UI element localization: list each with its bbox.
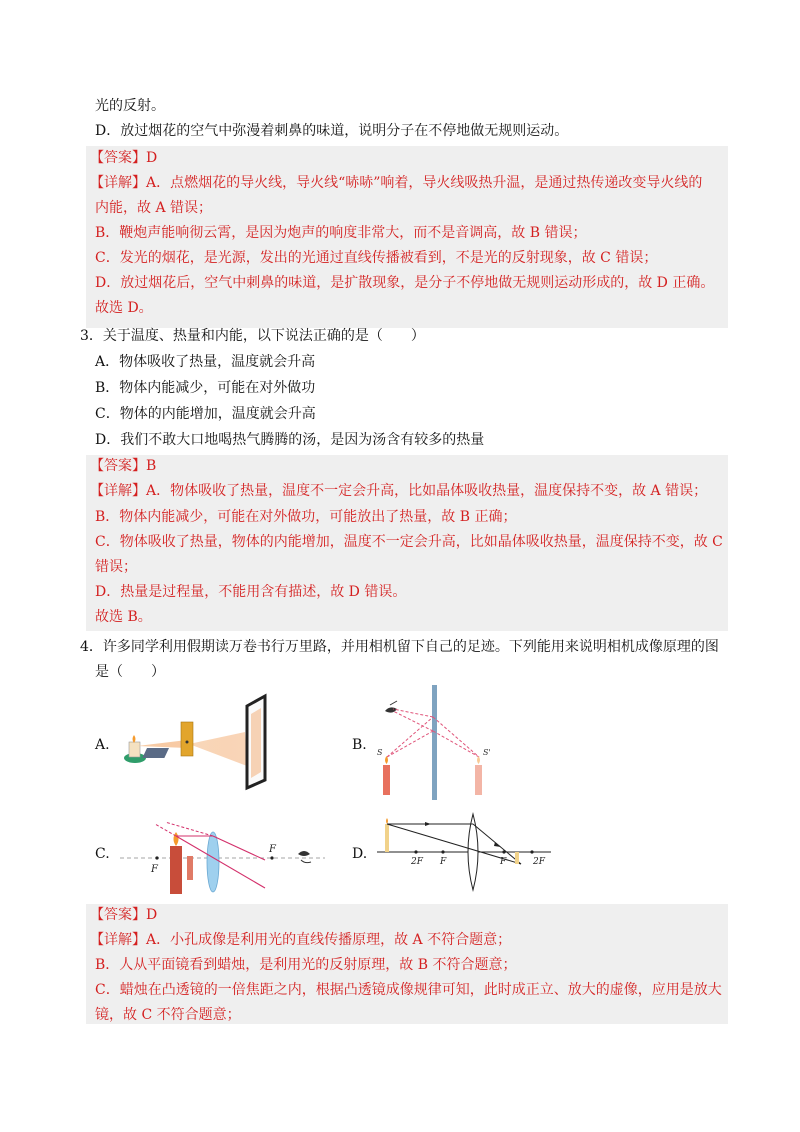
- figure-d-2f-left: 2F: [411, 857, 423, 867]
- explanation-line: C．发光的烟花，是光源，发出的光通过直线传播被看到，不是光的反射现象，故 C 错误；: [95, 250, 658, 266]
- option-d: D．放过烟花的空气中弥漫着刺鼻的味道，说明分子在不停地做无规则运动。: [95, 123, 569, 139]
- figure-d-label: D.: [352, 846, 368, 862]
- explanation-line: 故选 B。: [95, 609, 152, 625]
- explanation-line: B．鞭炮声能响彻云霄，是因为炮声的响度非常大，而不是音调高，故 B 错误；: [95, 225, 587, 241]
- option-a: A．物体吸收了热量，温度就会升高: [95, 354, 316, 370]
- explanation-line: 【详解】A．点燃烟花的导火线，导火线“哧哧”响着，导火线吸热升温，是通过热传递改变导火线的: [90, 175, 703, 191]
- figure-c-f-left: F: [151, 864, 158, 875]
- explanation-line: B．人从平面镜看到蜡烛，是利用光的反射原理，故 B 不符合题意；: [95, 957, 517, 973]
- option-d: D．我们不敢大口地喝热气腾腾的汤，是因为汤含有较多的热量: [95, 432, 485, 448]
- explanation-line: 错误；: [95, 559, 137, 575]
- figure-d-2f-right: 2F: [533, 857, 545, 867]
- figure-c-label: C.: [95, 846, 110, 862]
- figure-b-label: B.: [352, 737, 367, 753]
- figure-a-label: A.: [95, 737, 110, 753]
- explanation-line: 镜，故 C 不符合题意；: [95, 1007, 241, 1023]
- figure-a-pinhole: [115, 688, 295, 798]
- explanation-line: D．热量是过程量，不能用含有描述，故 D 错误。: [95, 584, 407, 600]
- explanation-line: D．放过烟花后，空气中刺鼻的味道，是扩散现象，是分子不停地做无规则运动形成的，故 D 正确。: [95, 275, 715, 291]
- explanation-line: B．物体内能减少，可能在对外做功，可能放出了热量，故 B 正确；: [95, 509, 517, 525]
- option-c: C．物体的内能增加，温度就会升高: [95, 406, 316, 422]
- figure-d-f-right: F: [500, 857, 507, 867]
- question-stem-cont: 是（ ）: [95, 664, 165, 680]
- figure-b-s: S: [377, 748, 383, 757]
- explanation-line: C．蜡烛在凸透镜的一倍焦距之内，根据凸透镜成像规律可知，此时成正立、放大的虚像，应用是放大: [95, 982, 722, 998]
- answer-label: 【答案】B: [90, 458, 157, 474]
- question-stem: 4．许多同学利用假期读万卷书行万里路，并用相机留下自己的足迹。下列能用来说明相机成像原理的图: [80, 639, 719, 655]
- text-line: 光的反射。: [95, 98, 165, 114]
- figure-b-mirror: [375, 685, 525, 805]
- answer-label: 【答案】D: [90, 907, 158, 923]
- explanation-line: 内能，故 A 错误；: [95, 200, 213, 216]
- figure-b-s-prime: S': [483, 748, 491, 757]
- explanation-line: 【详解】A．物体吸收了热量，温度不一定会升高，比如晶体吸收热量，温度保持不变，故 A 错误；: [90, 483, 708, 499]
- explanation-line: 【详解】A．小孔成像是利用光的直线传播原理，故 A 不符合题意；: [90, 932, 512, 948]
- explanation-line: 故选 D。: [95, 300, 153, 316]
- explanation-line: C．物体吸收了热量，物体的内能增加，温度不一定会升高，比如晶体吸收热量，温度保持不变，故 C: [95, 534, 723, 550]
- figure-d-camera: [375, 812, 555, 892]
- figure-c-magnifier: [115, 818, 330, 898]
- answer-label: 【答案】D: [90, 150, 158, 166]
- question-stem: 3．关于温度、热量和内能，以下说法正确的是（ ）: [80, 328, 425, 344]
- figure-d-f-left: F: [440, 857, 447, 867]
- option-b: B．物体内能减少，可能在对外做功: [95, 380, 316, 396]
- figure-c-f-right: F: [269, 844, 276, 855]
